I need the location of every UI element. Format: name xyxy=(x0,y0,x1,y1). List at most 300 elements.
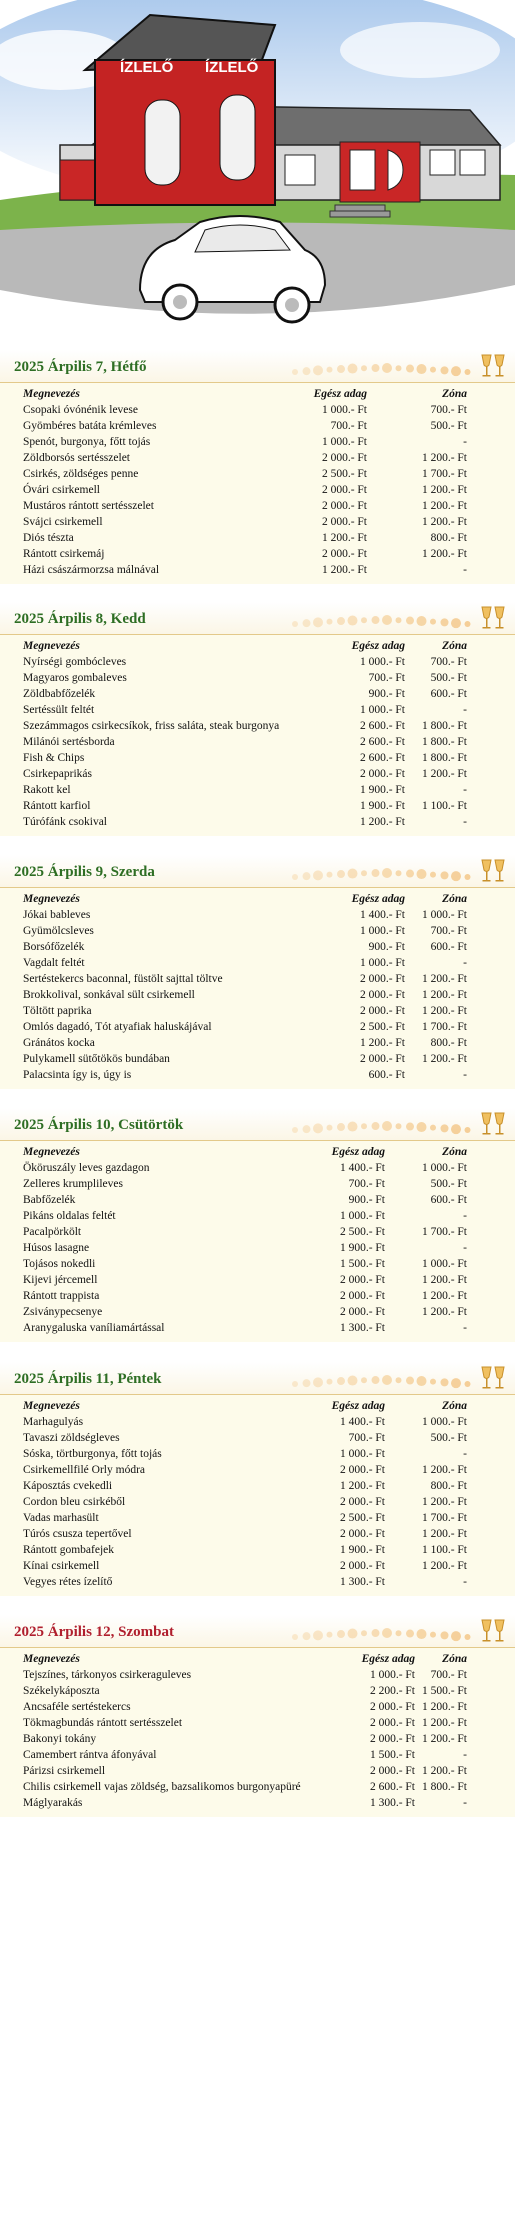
menu-row xyxy=(0,1288,515,1304)
decorative-dots-icon xyxy=(287,612,477,632)
menu-row xyxy=(0,1446,515,1462)
full-portion-price: 2 000.- Ft xyxy=(369,1717,415,1729)
full-portion-price: 2 000.- Ft xyxy=(339,1496,385,1508)
zona-price: - xyxy=(463,704,467,716)
menu-row xyxy=(0,987,515,1003)
zona-price: - xyxy=(463,816,467,828)
menu-row xyxy=(0,1019,515,1035)
menu-row xyxy=(0,1035,515,1051)
column-header-egesz: Egész adag xyxy=(331,1400,385,1412)
menu-row xyxy=(0,1240,515,1256)
dish-name: Brokkolival, sonkával sült csirkemell xyxy=(23,989,195,1001)
decorative-dots-icon xyxy=(287,1118,477,1138)
column-header-egesz: Egész adag xyxy=(361,1653,415,1665)
zona-price: - xyxy=(463,1069,467,1081)
zona-price: 700.- Ft xyxy=(430,656,467,668)
zona-price: 700.- Ft xyxy=(430,1669,467,1681)
dish-name: Jókai bableves xyxy=(23,909,91,921)
dish-name: Gyümölcsleves xyxy=(23,925,94,937)
full-portion-price: 2 000.- Ft xyxy=(321,500,367,512)
zona-price: 600.- Ft xyxy=(430,688,467,700)
dish-name: Vadas marhasült xyxy=(23,1512,99,1524)
zona-price: 1 800.- Ft xyxy=(421,1781,467,1793)
full-portion-price: 1 200.- Ft xyxy=(359,1037,405,1049)
dish-name: Zsiványpecsenye xyxy=(23,1306,103,1318)
menu-row xyxy=(0,1003,515,1019)
dish-name: Mustáros rántott sertésszelet xyxy=(23,500,154,512)
zona-price: 700.- Ft xyxy=(430,925,467,937)
column-header-zona: Zóna xyxy=(442,1146,467,1158)
full-portion-price: 1 400.- Ft xyxy=(359,909,405,921)
dish-name: Rakott kel xyxy=(23,784,71,796)
full-portion-price: 1 900.- Ft xyxy=(359,800,405,812)
restaurant-illustration xyxy=(0,0,515,340)
dish-name: Magyaros gombaleves xyxy=(23,672,127,684)
column-header-name: Megnevezés xyxy=(23,640,80,652)
dish-name: Csirkepaprikás xyxy=(23,768,92,780)
full-portion-price: 700.- Ft xyxy=(368,672,405,684)
full-portion-price: 1 000.- Ft xyxy=(321,404,367,416)
dish-name: Tejszínes, tárkonyos csirkeraguleves xyxy=(23,1669,192,1681)
menu-row xyxy=(0,450,515,466)
dish-name: Tavaszi zöldségleves xyxy=(23,1432,120,1444)
column-header-name: Megnevezés xyxy=(23,388,80,400)
zona-price: 1 200.- Ft xyxy=(421,989,467,1001)
full-portion-price: 900.- Ft xyxy=(348,1194,385,1206)
zona-price: 1 200.- Ft xyxy=(421,1701,467,1713)
day-section xyxy=(0,1362,515,1596)
zona-price: - xyxy=(463,957,467,969)
full-portion-price: 1 000.- Ft xyxy=(339,1448,385,1460)
dish-name: Ancsaféle sertéstekercs xyxy=(23,1701,131,1713)
full-portion-price: 1 000.- Ft xyxy=(359,656,405,668)
menu-row xyxy=(0,1320,515,1336)
zona-price: - xyxy=(463,564,467,576)
zona-price: 1 200.- Ft xyxy=(421,452,467,464)
full-portion-price: 2 500.- Ft xyxy=(359,1021,405,1033)
full-portion-price: 2 600.- Ft xyxy=(369,1781,415,1793)
dish-name: Pacalpörkölt xyxy=(23,1226,82,1238)
zona-price: 1 800.- Ft xyxy=(421,752,467,764)
zona-price: 1 700.- Ft xyxy=(421,1226,467,1238)
dish-name: Bakonyi tokány xyxy=(23,1733,97,1745)
menu-table xyxy=(0,634,515,836)
zona-price: - xyxy=(463,1242,467,1254)
menu-table xyxy=(0,382,515,584)
zona-price: 700.- Ft xyxy=(430,404,467,416)
column-header-egesz: Egész adag xyxy=(351,893,405,905)
zona-price: 1 200.- Ft xyxy=(421,1496,467,1508)
zona-price: 800.- Ft xyxy=(430,1037,467,1049)
full-portion-price: 2 000.- Ft xyxy=(369,1765,415,1777)
column-header-zona: Zóna xyxy=(442,388,467,400)
menu-table xyxy=(0,1140,515,1342)
menu-row xyxy=(0,1304,515,1320)
menu-row xyxy=(0,1067,515,1083)
table-header-row xyxy=(0,1651,515,1667)
full-portion-price: 2 000.- Ft xyxy=(339,1464,385,1476)
dish-name: Gránátos kocka xyxy=(23,1037,95,1049)
zona-price: 1 200.- Ft xyxy=(421,1306,467,1318)
menu-row xyxy=(0,1763,515,1779)
zona-price: 1 200.- Ft xyxy=(421,1005,467,1017)
menu-row xyxy=(0,546,515,562)
zona-price: 500.- Ft xyxy=(430,420,467,432)
column-header-egesz: Egész adag xyxy=(331,1146,385,1158)
menu-row xyxy=(0,530,515,546)
column-header-name: Megnevezés xyxy=(23,1146,80,1158)
column-header-zona: Zóna xyxy=(442,1653,467,1665)
menu-row xyxy=(0,514,515,530)
zona-price: 1 700.- Ft xyxy=(421,1512,467,1524)
full-portion-price: 700.- Ft xyxy=(348,1432,385,1444)
zona-price: 500.- Ft xyxy=(430,1432,467,1444)
full-portion-price: 600.- Ft xyxy=(368,1069,405,1081)
menu-row xyxy=(0,482,515,498)
wine-glasses-icon xyxy=(479,352,509,380)
zona-price: 1 700.- Ft xyxy=(421,468,467,480)
menu-table xyxy=(0,1647,515,1817)
full-portion-price: 1 000.- Ft xyxy=(359,925,405,937)
dish-name: Kínai csirkemell xyxy=(23,1560,100,1572)
dish-name: Vegyes rétes ízelítő xyxy=(23,1576,113,1588)
menu-row xyxy=(0,1208,515,1224)
table-header-row xyxy=(0,891,515,907)
full-portion-price: 1 300.- Ft xyxy=(339,1322,385,1334)
full-portion-price: 2 500.- Ft xyxy=(339,1512,385,1524)
dish-name: Szezámmagos csirkecsíkok, friss saláta, steak burgonya xyxy=(23,720,280,732)
menu-row xyxy=(0,1683,515,1699)
dish-name: Borsófőzelék xyxy=(23,941,85,953)
dish-name: Milánói sertésborda xyxy=(23,736,115,748)
zona-price: - xyxy=(463,1749,467,1761)
wine-glasses-icon xyxy=(479,1110,509,1138)
column-header-zona: Zóna xyxy=(442,1400,467,1412)
dish-name: Rántott karfiol xyxy=(23,800,91,812)
menu-row xyxy=(0,1051,515,1067)
zona-price: 500.- Ft xyxy=(430,672,467,684)
dish-name: Ököruszály leves gazdagon xyxy=(23,1162,150,1174)
full-portion-price: 2 000.- Ft xyxy=(339,1306,385,1318)
full-portion-price: 2 000.- Ft xyxy=(359,1005,405,1017)
day-header xyxy=(0,1108,515,1140)
wine-glasses-icon xyxy=(479,1617,509,1645)
dish-name: Sertéssült feltét xyxy=(23,704,95,716)
zona-price: 500.- Ft xyxy=(430,1178,467,1190)
dish-name: Omlós dagadó, Tót atyafiak haluskájával xyxy=(23,1021,212,1033)
table-header-row xyxy=(0,1144,515,1160)
dish-name: Húsos lasagne xyxy=(23,1242,90,1254)
dish-name: Palacsinta így is, úgy is xyxy=(23,1069,132,1081)
dish-name: Gyömbéres batáta krémleves xyxy=(23,420,157,432)
zona-price: 800.- Ft xyxy=(430,1480,467,1492)
full-portion-price: 1 300.- Ft xyxy=(339,1576,385,1588)
dish-name: Óvári csirkemell xyxy=(23,484,100,496)
full-portion-price: 2 000.- Ft xyxy=(359,768,405,780)
dish-name: Rántott gombafejek xyxy=(23,1544,115,1556)
menu-row xyxy=(0,1224,515,1240)
menu-row xyxy=(0,766,515,782)
menu-row xyxy=(0,1667,515,1683)
zona-price: 1 200.- Ft xyxy=(421,1053,467,1065)
menu-row xyxy=(0,1478,515,1494)
zona-price: 1 200.- Ft xyxy=(421,484,467,496)
dish-name: Káposztás cvekedli xyxy=(23,1480,113,1492)
zona-price: 600.- Ft xyxy=(430,941,467,953)
menu-row xyxy=(0,686,515,702)
full-portion-price: 1 400.- Ft xyxy=(339,1416,385,1428)
dish-name: Tökmagbundás rántott sertésszelet xyxy=(23,1717,183,1729)
dish-name: Székelykáposzta xyxy=(23,1685,100,1697)
zona-price: 800.- Ft xyxy=(430,532,467,544)
zona-price: 1 200.- Ft xyxy=(421,768,467,780)
day-section xyxy=(0,855,515,1089)
day-title: 2025 Árpilis 7, Hétfő xyxy=(14,359,147,375)
zona-price: - xyxy=(463,1797,467,1809)
column-header-egesz: Egész adag xyxy=(351,640,405,652)
column-header-egesz: Egész adag xyxy=(313,388,367,400)
zona-price: 1 200.- Ft xyxy=(421,1765,467,1777)
dish-name: Pikáns oldalas feltét xyxy=(23,1210,116,1222)
wine-glasses-icon xyxy=(479,1364,509,1392)
menu-row xyxy=(0,750,515,766)
full-portion-price: 1 200.- Ft xyxy=(359,816,405,828)
dish-name: Tojásos nokedli xyxy=(23,1258,96,1270)
zona-price: 1 200.- Ft xyxy=(421,1274,467,1286)
zona-price: - xyxy=(463,1448,467,1460)
full-portion-price: 2 000.- Ft xyxy=(369,1733,415,1745)
menu-row xyxy=(0,782,515,798)
full-portion-price: 2 000.- Ft xyxy=(321,484,367,496)
dish-name: Nyírségi gombócleves xyxy=(23,656,127,668)
zona-price: 1 200.- Ft xyxy=(421,1717,467,1729)
dish-name: Diós tészta xyxy=(23,532,74,544)
full-portion-price: 2 000.- Ft xyxy=(339,1528,385,1540)
zona-price: 1 100.- Ft xyxy=(421,800,467,812)
full-portion-price: 1 200.- Ft xyxy=(321,564,367,576)
table-header-row xyxy=(0,638,515,654)
full-portion-price: 2 000.- Ft xyxy=(359,973,405,985)
day-section xyxy=(0,350,515,584)
day-header xyxy=(0,602,515,634)
dish-name: Rántott trappista xyxy=(23,1290,100,1302)
zona-price: 600.- Ft xyxy=(430,1194,467,1206)
full-portion-price: 1 500.- Ft xyxy=(339,1258,385,1270)
menu-row xyxy=(0,434,515,450)
menu-row xyxy=(0,718,515,734)
full-portion-price: 1 000.- Ft xyxy=(339,1210,385,1222)
dish-name: Zelleres krumplileves xyxy=(23,1178,123,1190)
full-portion-price: 2 000.- Ft xyxy=(369,1701,415,1713)
menu-row xyxy=(0,1558,515,1574)
column-header-name: Megnevezés xyxy=(23,1400,80,1412)
dish-name: Máglyarakás xyxy=(23,1797,83,1809)
full-portion-price: 2 600.- Ft xyxy=(359,752,405,764)
menu-row xyxy=(0,1574,515,1590)
menu-row xyxy=(0,1779,515,1795)
menu-row xyxy=(0,923,515,939)
menu-table xyxy=(0,1394,515,1596)
menu-row xyxy=(0,670,515,686)
menu-row xyxy=(0,1160,515,1176)
menu-row xyxy=(0,466,515,482)
full-portion-price: 1 200.- Ft xyxy=(321,532,367,544)
full-portion-price: 700.- Ft xyxy=(348,1178,385,1190)
day-header xyxy=(0,1362,515,1394)
menu-row xyxy=(0,1272,515,1288)
full-portion-price: 1 000.- Ft xyxy=(359,704,405,716)
full-portion-price: 1 000.- Ft xyxy=(359,957,405,969)
wine-glasses-icon xyxy=(479,857,509,885)
full-portion-price: 2 500.- Ft xyxy=(339,1226,385,1238)
full-portion-price: 1 900.- Ft xyxy=(359,784,405,796)
menu-table xyxy=(0,887,515,1089)
dish-name: Sertéstekercs baconnal, füstölt sajttal töltve xyxy=(23,973,223,985)
menu-row xyxy=(0,702,515,718)
zona-price: 1 200.- Ft xyxy=(421,500,467,512)
zona-price: - xyxy=(463,436,467,448)
full-portion-price: 1 000.- Ft xyxy=(321,436,367,448)
menu-row xyxy=(0,734,515,750)
dish-name: Spenót, burgonya, főtt tojás xyxy=(23,436,151,448)
full-portion-price: 2 000.- Ft xyxy=(321,516,367,528)
menu-row xyxy=(0,1715,515,1731)
menu-row xyxy=(0,1414,515,1430)
zona-price: - xyxy=(463,1576,467,1588)
dish-name: Pulykamell sütőtökös bundában xyxy=(23,1053,170,1065)
zona-price: 1 200.- Ft xyxy=(421,973,467,985)
zona-price: 1 000.- Ft xyxy=(421,909,467,921)
menu-row xyxy=(0,498,515,514)
full-portion-price: 2 500.- Ft xyxy=(321,468,367,480)
dish-name: Csirkés, zöldséges penne xyxy=(23,468,139,480)
menu-row xyxy=(0,907,515,923)
zona-price: 1 100.- Ft xyxy=(421,1544,467,1556)
dish-name: Töltött paprika xyxy=(23,1005,92,1017)
decorative-dots-icon xyxy=(287,1372,477,1392)
column-header-zona: Zóna xyxy=(442,640,467,652)
full-portion-price: 900.- Ft xyxy=(368,688,405,700)
full-portion-price: 2 000.- Ft xyxy=(339,1560,385,1572)
zona-price: 1 200.- Ft xyxy=(421,548,467,560)
menu-row xyxy=(0,955,515,971)
zona-price: - xyxy=(463,1210,467,1222)
day-title: 2025 Árpilis 8, Kedd xyxy=(14,611,146,627)
dish-name: Zöldbabfőzelék xyxy=(23,688,96,700)
full-portion-price: 1 400.- Ft xyxy=(339,1162,385,1174)
zona-price: 1 200.- Ft xyxy=(421,1464,467,1476)
menu-row xyxy=(0,1256,515,1272)
decorative-dots-icon xyxy=(287,1625,477,1645)
menu-row xyxy=(0,939,515,955)
zona-price: 1 800.- Ft xyxy=(421,736,467,748)
full-portion-price: 2 200.- Ft xyxy=(369,1685,415,1697)
day-section xyxy=(0,602,515,836)
day-header xyxy=(0,350,515,382)
day-section xyxy=(0,1108,515,1342)
full-portion-price: 2 600.- Ft xyxy=(359,720,405,732)
dish-name: Rántott csirkemáj xyxy=(23,548,105,560)
full-portion-price: 700.- Ft xyxy=(330,420,367,432)
dish-name: Babfőzelék xyxy=(23,1194,76,1206)
full-portion-price: 1 500.- Ft xyxy=(369,1749,415,1761)
menu-row xyxy=(0,418,515,434)
dish-name: Kijevi jércemell xyxy=(23,1274,98,1286)
zona-price: 1 500.- Ft xyxy=(421,1685,467,1697)
dish-name: Túrós csusza tepertővel xyxy=(23,1528,132,1540)
zona-price: 1 200.- Ft xyxy=(421,1528,467,1540)
full-portion-price: 900.- Ft xyxy=(368,941,405,953)
menu-row xyxy=(0,1176,515,1192)
zona-price: 1 000.- Ft xyxy=(421,1258,467,1270)
dish-name: Chilis csirkemell vajas zöldség, bazsalikomos burgonyapüré xyxy=(23,1781,301,1793)
table-header-row xyxy=(0,386,515,402)
zona-price: 1 000.- Ft xyxy=(421,1416,467,1428)
dish-name: Házi császármorzsa málnával xyxy=(23,564,160,576)
dish-name: Vagdalt feltét xyxy=(23,957,85,969)
zona-price: 1 200.- Ft xyxy=(421,1560,467,1572)
dish-name: Aranygaluska vaníliamártással xyxy=(23,1322,165,1334)
day-header xyxy=(0,855,515,887)
decorative-dots-icon xyxy=(287,360,477,380)
zona-price: 1 200.- Ft xyxy=(421,1290,467,1302)
menu-row xyxy=(0,402,515,418)
full-portion-price: 1 200.- Ft xyxy=(339,1480,385,1492)
dish-name: Marhagulyás xyxy=(23,1416,84,1428)
full-portion-price: 2 000.- Ft xyxy=(321,452,367,464)
day-title: 2025 Árpilis 10, Csütörtök xyxy=(14,1117,184,1133)
zona-price: 1 800.- Ft xyxy=(421,720,467,732)
zona-price: - xyxy=(463,1322,467,1334)
full-portion-price: 2 000.- Ft xyxy=(339,1290,385,1302)
menu-row xyxy=(0,1510,515,1526)
menu-row xyxy=(0,1795,515,1811)
dish-name: Csirkemellfilé Orly módra xyxy=(23,1464,145,1476)
dish-name: Svájci csirkemell xyxy=(23,516,103,528)
full-portion-price: 1 300.- Ft xyxy=(369,1797,415,1809)
menu-row xyxy=(0,1494,515,1510)
dish-name: Sóska, törtburgonya, főtt tojás xyxy=(23,1448,162,1460)
menu-row xyxy=(0,1192,515,1208)
menu-row xyxy=(0,1526,515,1542)
menu-row xyxy=(0,654,515,670)
full-portion-price: 2 600.- Ft xyxy=(359,736,405,748)
dish-name: Túrófánk csokival xyxy=(23,816,107,828)
menu-row xyxy=(0,562,515,578)
menu-row xyxy=(0,1731,515,1747)
dish-name: Camembert rántva áfonyával xyxy=(23,1749,157,1761)
menu-row xyxy=(0,798,515,814)
day-section xyxy=(0,1615,515,1817)
dish-name: Párizsi csirkemell xyxy=(23,1765,106,1777)
zona-price: 1 700.- Ft xyxy=(421,1021,467,1033)
zona-price: - xyxy=(463,784,467,796)
zona-price: 1 000.- Ft xyxy=(421,1162,467,1174)
table-header-row xyxy=(0,1398,515,1414)
dish-name: Zöldborsós sertésszelet xyxy=(23,452,130,464)
day-title: 2025 Árpilis 9, Szerda xyxy=(14,864,155,880)
menu-row xyxy=(0,814,515,830)
dish-name: Cordon bleu csirkéből xyxy=(23,1496,126,1508)
full-portion-price: 1 900.- Ft xyxy=(339,1242,385,1254)
menu-row xyxy=(0,971,515,987)
day-title: 2025 Árpilis 11, Péntek xyxy=(14,1371,162,1387)
full-portion-price: 2 000.- Ft xyxy=(359,989,405,1001)
day-header xyxy=(0,1615,515,1647)
full-portion-price: 2 000.- Ft xyxy=(339,1274,385,1286)
full-portion-price: 2 000.- Ft xyxy=(321,548,367,560)
menu-row xyxy=(0,1699,515,1715)
